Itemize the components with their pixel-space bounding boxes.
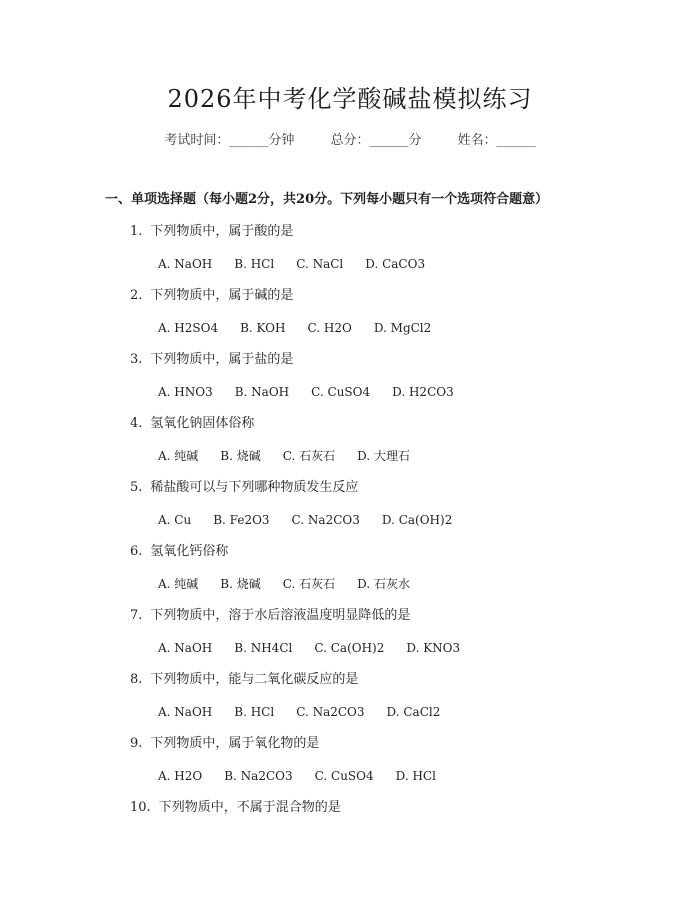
question-item [0,734,700,798]
answer-option: B. KOH [240,321,286,335]
question-number: 9. [130,736,143,751]
question-item [0,414,700,478]
answer-option: A. NaOH [158,257,213,271]
student-name-field: 姓名：______ [457,133,536,148]
question-stem [130,798,341,818]
question-text: 下列物质中，能与二氧化碳反应的是 [150,672,359,687]
question-text: 下列物质中，溶于水后溶液温度明显降低的是 [150,608,411,623]
question-number: 10. [130,800,151,815]
question-stem [130,670,358,690]
answer-option: C. NaCl [296,257,344,271]
answer-option: B. 烧碱 [220,449,261,463]
question-number: 2. [130,288,143,303]
question-text: 下列物质中，属于酸的是 [150,224,294,239]
answer-option: D. Ca(OH)2 [381,513,453,527]
question-number: 8. [130,672,143,687]
question-item [0,606,700,670]
section-heading: 一、单项选择题（每小题2分，共20分。下列每小题只有一个选项符合题意） [105,192,549,207]
answer-option: D. H2CO3 [392,385,454,399]
answer-option: C. H2O [307,321,352,335]
question-text: 稀盐酸可以与下列哪种物质发生反应 [150,480,359,495]
question-item [0,286,700,350]
question-text: 下列物质中，属于氧化物的是 [150,736,320,751]
answer-options [158,318,453,338]
answer-options [158,254,447,274]
answer-option: A. HNO3 [158,385,213,399]
answer-option: B. NH4Cl [234,641,293,655]
question-text: 下列物质中，属于碱的是 [150,288,294,303]
question-number: 4. [130,416,143,431]
answer-options [158,702,462,722]
question-stem [130,734,319,754]
question-text: 氢氧化钠固体俗称 [150,416,255,431]
question-number: 7. [130,608,143,623]
answer-option: D. CaCl2 [386,705,441,719]
answer-options [158,638,482,658]
answer-option: B. HCl [234,257,275,271]
answer-option: C. Ca(OH)2 [314,641,385,655]
answer-option: D. 大理石 [357,449,410,463]
answer-option: B. HCl [234,705,275,719]
answer-option: D. KNO3 [406,641,461,655]
question-stem [130,606,410,626]
question-item [0,478,700,542]
answer-option: C. 石灰石 [282,449,336,463]
answer-option: C. CuSO4 [311,385,371,399]
exam-time-field: 考试时间：______分钟 [164,133,295,148]
answer-option: B. NaOH [234,385,290,399]
question-stem [130,350,293,370]
answer-option: A. NaOH [158,641,213,655]
answer-option: A. Cu [158,513,192,527]
answer-options [158,382,476,402]
question-number: 5. [130,480,143,495]
answer-option: C. 石灰石 [282,577,336,591]
answer-option: A. H2SO4 [158,321,219,335]
answer-options [158,446,432,466]
answer-option: D. HCl [395,769,436,783]
question-text: 下列物质中，不属于混合物的是 [158,800,341,815]
total-score-field: 总分：______分 [330,133,422,148]
question-text: 氢氧化钙俗称 [150,544,229,559]
answer-option: D. CaCO3 [365,257,426,271]
answer-options [158,766,458,786]
question-item [0,350,700,414]
answer-option: D. MgCl2 [373,321,432,335]
answer-option: D. 石灰水 [357,577,410,591]
question-number: 6. [130,544,143,559]
question-stem [130,414,254,434]
answer-option: C. Na2CO3 [291,513,360,527]
question-item [0,542,700,606]
answer-option: A. 纯碱 [158,449,199,463]
answer-options [158,510,474,530]
question-stem [130,286,293,306]
answer-option: A. NaOH [158,705,213,719]
answer-options [158,574,432,594]
question-item [0,798,700,862]
question-item [0,670,700,734]
answer-option: A. H2O [158,769,203,783]
answer-option: C. Na2CO3 [296,705,365,719]
answer-option: B. Na2CO3 [224,769,293,783]
question-text: 下列物质中，属于盐的是 [150,352,294,367]
answer-option: C. CuSO4 [314,769,374,783]
answer-option: A. 纯碱 [158,577,199,591]
question-stem [130,222,293,242]
question-stem [130,542,228,562]
exam-info-row [0,131,700,151]
page-title: 2026年中考化学酸碱盐模拟练习 [167,85,533,113]
answer-option: B. 烧碱 [220,577,261,591]
question-stem [130,478,358,498]
question-number: 1. [130,224,143,239]
question-number: 3. [130,352,143,367]
question-item [0,222,700,286]
answer-option: B. Fe2O3 [213,513,270,527]
